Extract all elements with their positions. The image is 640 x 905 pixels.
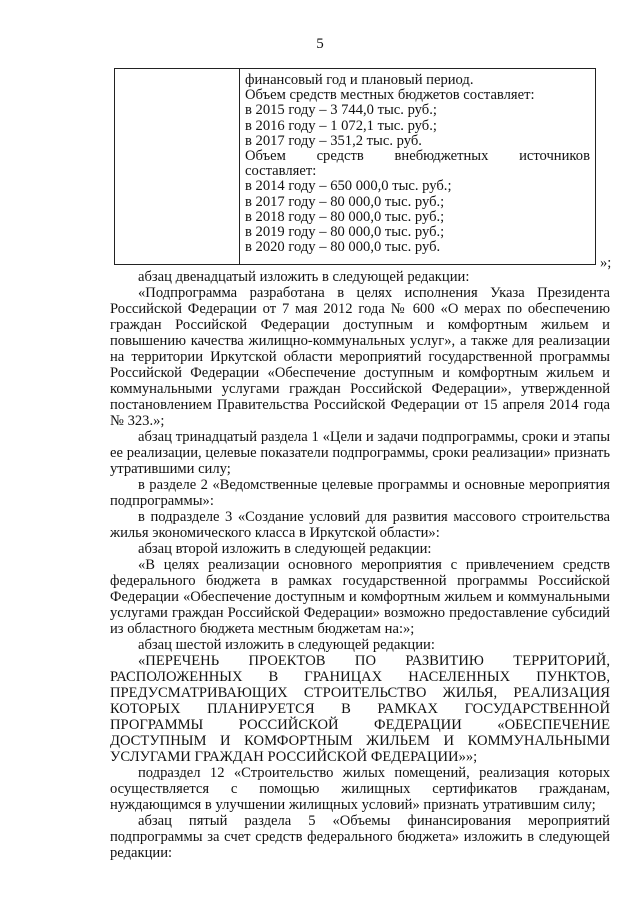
table-word: внебюджетных	[394, 148, 489, 165]
caps-heading-line: КОТОРЫХ ПЛАНИРУЕТСЯ В РАМКАХ ГОСУДАРСТВЕННОЙ	[110, 701, 610, 717]
paragraph: в подразделе 3 «Создание условий для развития массового строительства жилья экономического класса в Иркутской области»:	[110, 509, 610, 541]
table-line-justified	[245, 149, 590, 164]
table-line: Объем средств местных бюджетов составляет:	[245, 87, 535, 104]
table-line: в 2015 году – 3 744,0 тыс. руб.;	[245, 102, 437, 119]
table-line: составляет:	[245, 163, 317, 180]
table-line: финансовый год и плановый период.	[245, 72, 474, 88]
table-line: в 2014 году – 650 000,0 тыс. руб.;	[245, 178, 452, 195]
table-column-divider	[239, 69, 240, 264]
paragraph: «Подпрограмма разработана в целях исполнения Указа Президента Российской Федерации от 7 мая 2012 года № 600 «О мерах по обеспечению граждан Российской Федерации доступным и комфортным жильем и повышению качества жилищно-коммунальных услуг», а также для реализации на территории Иркутской области мероприятий государственной программы Российской Федерации «Обеспечение доступным и комфортным жильем и коммунальными услугами граждан Российской Федерации», утвержденной постановлением Правительства Российской Федерации от 15 апреля 2014 года № 323.»;	[110, 285, 610, 429]
document-body	[110, 269, 610, 861]
paragraph: абзац двенадцатый изложить в следующей редакции:	[138, 269, 470, 285]
table-cell-funding-text	[245, 73, 590, 255]
table-word: средств	[316, 148, 364, 165]
caps-heading-line: ДОСТУПНЫМ И КОМФОРТНЫМ ЖИЛЬЕМ И КОММУНАЛЬНЫМИ	[110, 733, 610, 749]
caps-heading-line: УСЛУГАМИ ГРАЖДАН РОССИЙСКОЙ ФЕДЕРАЦИИ»»;	[110, 749, 478, 765]
caps-heading-line: ПРОГРАММЫ РОССИЙСКОЙ ФЕДЕРАЦИИ «ОБЕСПЕЧЕНИЕ	[110, 717, 610, 733]
paragraph: «В целях реализации основного мероприятия с привлечением средств федерального бюджета в рамках государственной программы Российской Федерации «Обеспечение доступным и комфортным жильем и коммунальными услугами граждан Российской Федерации» возможно предоставление субсидий из областного бюджета местным бюджетам на:»;	[110, 557, 610, 637]
paragraph: подраздел 12 «Строительство жилых помещений, реализация которых осуществляется с помощью жилищных сертификатов гражданам, нуждающимся в улучшении жилищных условий» признать утратившим силу;	[110, 765, 610, 813]
paragraph: абзац пятый раздела 5 «Объемы финансирования мероприятий подпрограммы за счет средств федерального бюджета» изложить в следующей редакции:	[110, 813, 610, 861]
table-line: в 2019 году – 80 000,0 тыс. руб.;	[245, 224, 445, 241]
table-closing-quote: »;	[600, 255, 612, 271]
paragraph: абзац тринадцатый раздела 1 «Цели и задачи подпрограммы, сроки и этапы ее реализации, целевые показатели подпрограммы, сроки реализации» признать утратившими силу;	[110, 429, 610, 477]
caps-heading-line: ПРЕДУСМАТРИВАЮЩИХ СТРОИТЕЛЬСТВО ЖИЛЬЯ, РЕАЛИЗАЦИЯ	[110, 685, 610, 701]
funding-table	[114, 68, 596, 265]
page-number: 5	[316, 36, 324, 52]
table-line: в 2020 году – 80 000,0 тыс. руб.	[245, 239, 441, 256]
table-line: в 2018 году – 80 000,0 тыс. руб.;	[245, 208, 445, 225]
caps-heading-line: РАСПОЛОЖЕННЫХ В ГРАНИЦАХ НАСЕЛЕННЫХ ПУНКТОВ,	[110, 669, 610, 685]
table-line: в 2017 году – 80 000,0 тыс. руб.;	[245, 193, 445, 210]
paragraph: абзац шестой изложить в следующей редакции:	[138, 637, 435, 653]
table-word: источников	[519, 148, 590, 165]
paragraph: в разделе 2 «Ведомственные целевые программы и основные мероприятия подпрограммы»:	[110, 477, 610, 509]
table-word: Объем	[245, 148, 286, 165]
paragraph: абзац второй изложить в следующей редакции:	[138, 541, 432, 557]
table-line: в 2016 году – 1 072,1 тыс. руб.;	[245, 117, 437, 134]
caps-heading-line: «ПЕРЕЧЕНЬ ПРОЕКТОВ ПО РАЗВИТИЮ ТЕРРИТОРИЙ,	[138, 653, 610, 669]
table-line: в 2017 году – 351,2 тыс. руб.	[245, 132, 422, 149]
